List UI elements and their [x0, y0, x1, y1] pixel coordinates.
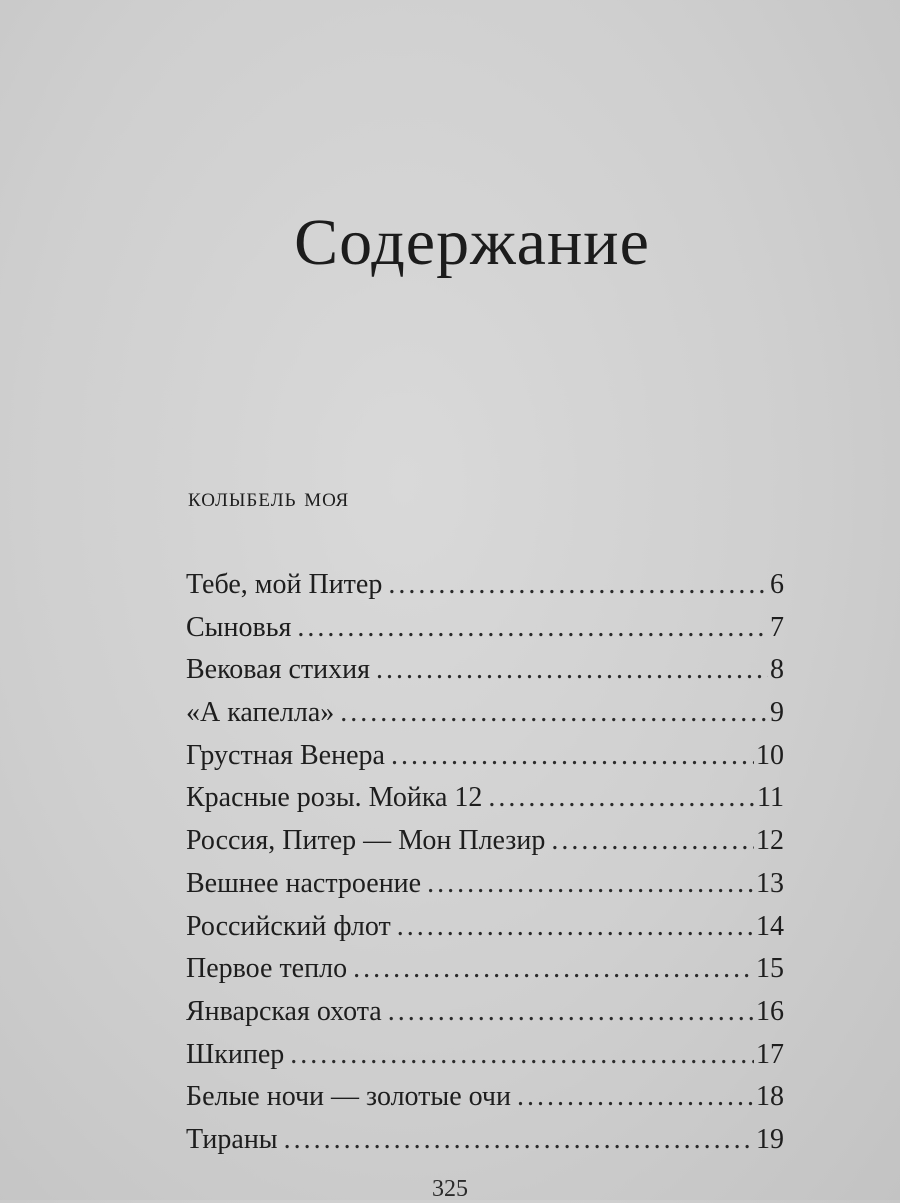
- toc-entry: [186, 948, 784, 991]
- toc-entry: [186, 692, 784, 735]
- toc-entry: [186, 863, 784, 906]
- toc-entry-title: Грустная Венера: [186, 739, 385, 771]
- toc-entry-title: Тираны: [186, 1123, 278, 1155]
- toc-entry: [186, 1119, 784, 1162]
- toc-leader-dots: [388, 564, 768, 607]
- table-of-contents: [186, 564, 784, 1162]
- toc-leader-dots: [551, 820, 754, 863]
- toc-leader-dots: [376, 649, 768, 692]
- section-heading: колыбель моя: [188, 482, 350, 512]
- toc-entry: [186, 820, 784, 863]
- page-number: 325: [432, 1176, 468, 1202]
- toc-entry-page: 17: [756, 1038, 784, 1070]
- page-title: Содержание: [294, 206, 650, 279]
- toc-entry-title: Российский флот: [186, 910, 391, 942]
- toc-entry-title: Белые ночи — золотые очи: [186, 1081, 511, 1113]
- toc-entry: [186, 564, 784, 607]
- toc-entry-title: Январская охота: [186, 995, 382, 1027]
- toc-entry-page: 9: [770, 697, 784, 729]
- toc-entry-title: Первое тепло: [186, 953, 348, 985]
- toc-entry-page: 7: [770, 611, 784, 643]
- toc-entry: [186, 649, 784, 692]
- toc-entry: [186, 991, 784, 1034]
- toc-entry-title: Вековая стихия: [186, 654, 370, 686]
- toc-entry-title: Шкипер: [186, 1038, 285, 1070]
- toc-entry: [186, 906, 784, 949]
- toc-entry: [186, 1076, 784, 1119]
- toc-leader-dots: [397, 906, 754, 949]
- toc-entry-page: 12: [756, 825, 784, 857]
- toc-entry: [186, 735, 784, 778]
- toc-entry-title: Россия, Питер — Мон Плезир: [186, 825, 546, 857]
- toc-leader-dots: [427, 863, 754, 906]
- toc-leader-dots: [488, 777, 755, 820]
- toc-entry-title: Вешнее настроение: [186, 867, 422, 899]
- toc-entry-page: 6: [770, 569, 784, 600]
- toc-entry-page: 16: [756, 995, 784, 1027]
- toc-entry-page: 11: [757, 782, 784, 814]
- toc-entry-page: 14: [756, 910, 784, 942]
- toc-entry-title: Сыновья: [186, 611, 292, 643]
- toc-leader-dots: [517, 1076, 754, 1119]
- toc-entry: [186, 607, 784, 650]
- toc-leader-dots: [284, 1119, 754, 1162]
- toc-leader-dots: [290, 1034, 754, 1077]
- toc-leader-dots: [353, 948, 754, 991]
- toc-entry-page: 19: [756, 1123, 784, 1155]
- toc-leader-dots: [340, 692, 768, 735]
- toc-entry-title: Красные розы. Мойка 12: [186, 782, 483, 814]
- toc-entry-page: 18: [756, 1081, 784, 1113]
- toc-entry: [186, 777, 784, 820]
- toc-entry: [186, 1034, 784, 1077]
- toc-leader-dots: [391, 735, 754, 778]
- toc-entry-page: 8: [770, 654, 784, 686]
- toc-entry-title: «А капелла»: [186, 697, 335, 729]
- toc-entry-page: 15: [756, 953, 784, 985]
- toc-entry-page: 10: [756, 739, 784, 771]
- toc-leader-dots: [297, 607, 768, 650]
- toc-entry-title: Тебе, мой Питер: [186, 569, 383, 600]
- toc-leader-dots: [388, 991, 754, 1034]
- toc-entry-page: 13: [756, 867, 784, 899]
